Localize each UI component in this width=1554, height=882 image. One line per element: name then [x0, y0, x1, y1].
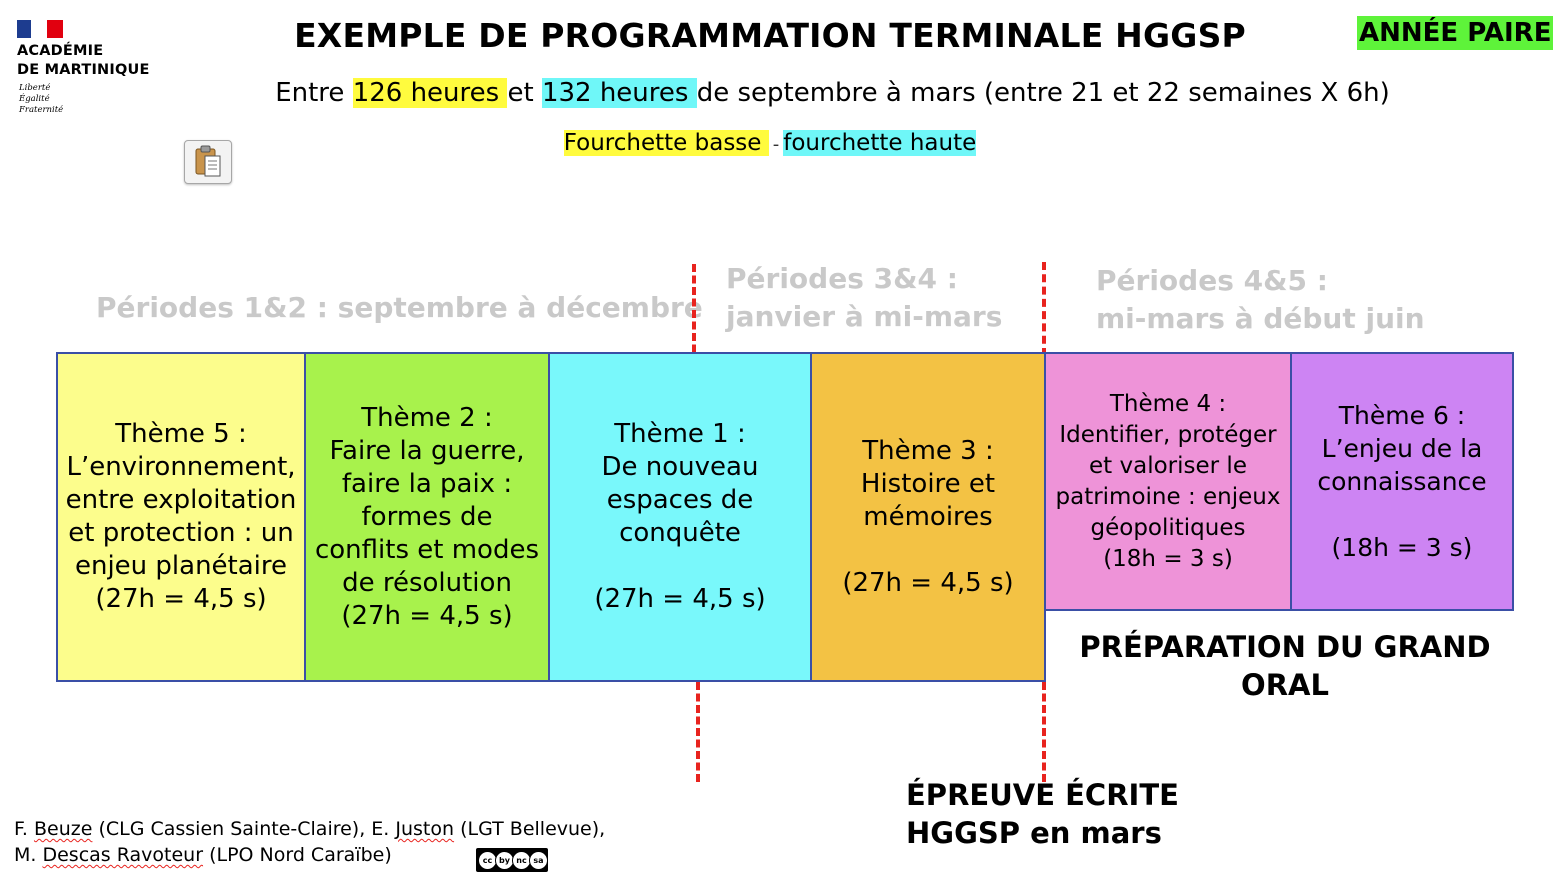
written-exam-line1: ÉPREUVE ÉCRITE	[906, 778, 1179, 812]
logo-name-line2: DE MARTINIQUE	[17, 62, 150, 78]
theme-line: de résolution	[342, 567, 512, 598]
theme-line: Histoire et	[860, 468, 996, 499]
theme-line: géopolitiques	[1090, 514, 1246, 541]
period-3-4-label	[726, 260, 1002, 336]
theme-1-box	[548, 352, 812, 682]
theme-line: Thème 2 :	[361, 402, 493, 433]
hours-before: Entre	[275, 78, 353, 108]
period-4-5-line1: Périodes 4&5 :	[1096, 264, 1328, 297]
grand-oral-line1: PRÉPARATION DU GRAND	[1079, 630, 1491, 664]
separator-dash-top-2	[1042, 262, 1046, 356]
grand-oral-label	[1045, 628, 1525, 704]
theme-line: (27h = 4,5 s)	[95, 584, 267, 614]
french-flag-icon	[17, 20, 63, 38]
period-4-5-label	[1096, 262, 1425, 338]
separator-dash-bottom-1	[696, 682, 700, 782]
separator-dash-top-1	[692, 264, 696, 364]
range-separator: -	[772, 134, 780, 155]
theme-line: (27h = 4,5 s)	[341, 600, 513, 631]
theme-line: formes de	[361, 501, 493, 532]
theme-line: et protection : un	[68, 518, 294, 548]
theme-5-box	[56, 352, 306, 682]
theme-line: L’environnement,	[66, 452, 296, 482]
theme-line: et valoriser le	[1089, 452, 1247, 479]
theme-line: Faire la guerre,	[329, 435, 525, 466]
theme-line: enjeu planétaire	[74, 551, 288, 581]
hours-middle: et	[507, 78, 542, 108]
theme-line: Thème 5 :	[115, 419, 247, 449]
author-descas-ravoteur: Descas Ravoteur	[42, 844, 204, 866]
range-legend	[180, 128, 1360, 160]
motto-liberte: Liberté	[19, 83, 51, 93]
theme-line: mémoires	[863, 501, 993, 532]
written-exam-line2: HGGSP en mars	[906, 816, 1162, 850]
hours-low: 126 heures	[352, 78, 508, 108]
theme-line: conflits et modes	[314, 534, 540, 565]
page-title: EXEMPLE DE PROGRAMMATION TERMINALE HGGSP	[294, 16, 1246, 55]
theme-6-box	[1290, 352, 1514, 611]
range-low-label: Fourchette basse	[563, 130, 769, 156]
theme-line: connaissance	[1317, 467, 1487, 496]
cc-by-icon: by	[495, 851, 514, 870]
clipboard-icon[interactable]	[184, 140, 232, 184]
theme-line: faire la paix :	[341, 468, 513, 499]
author-juston: Juston	[395, 818, 455, 840]
hours-summary	[180, 76, 1485, 110]
theme-line: patrimoine : enjeux	[1055, 483, 1281, 510]
written-exam-label	[906, 776, 1179, 852]
theme-line: (27h = 4,5 s)	[594, 584, 766, 614]
cc-license-icon	[476, 848, 548, 872]
theme-line: entre exploitation	[65, 485, 297, 515]
theme-line: Identifier, protéger	[1059, 421, 1277, 448]
logo-name-line1: ACADÉMIE	[17, 43, 104, 59]
theme-line: (18h = 3 s)	[1103, 545, 1233, 572]
theme-line: (27h = 4,5 s)	[842, 567, 1014, 598]
academy-logo	[17, 18, 187, 123]
theme-line: conquête	[619, 518, 741, 548]
cc-sa-icon: sa	[529, 851, 548, 870]
period-3-4-line1: Périodes 3&4 :	[726, 262, 958, 295]
theme-4-box	[1044, 352, 1292, 611]
period-1-2-label: Périodes 1&2 : septembre à décembre	[96, 291, 703, 324]
theme-line: Thème 4 :	[1109, 390, 1227, 417]
author-beuze: Beuze	[33, 818, 93, 840]
theme-line: L’enjeu de la	[1321, 434, 1483, 463]
hours-high: 132 heures	[541, 78, 697, 108]
cc-icon: cc	[478, 851, 497, 870]
grand-oral-line2: ORAL	[1241, 668, 1329, 702]
credit-text: (LPO Nord Caraïbe)	[203, 844, 392, 866]
credit-text: (CLG Cassien Sainte-Claire), E.	[92, 818, 396, 840]
theme-line: Thème 3 :	[862, 435, 994, 466]
theme-3-box	[810, 352, 1046, 682]
period-3-4-line2: janvier à mi-mars	[726, 300, 1003, 333]
credit-text: F.	[14, 818, 34, 840]
year-badge: ANNÉE PAIRE	[1359, 18, 1552, 48]
motto-egalite: Égalité	[19, 94, 50, 104]
period-4-5-line2: mi-mars à début juin	[1096, 302, 1425, 335]
credit-text: (LGT Bellevue),	[454, 818, 606, 840]
cc-nc-icon: nc	[512, 851, 531, 870]
theme-line: Thème 6 :	[1338, 401, 1466, 430]
hours-after: de septembre à mars (entre 21 et 22 semaines X 6h)	[696, 78, 1390, 108]
range-high-label: fourchette haute	[783, 130, 977, 156]
theme-line: Thème 1 :	[614, 419, 746, 449]
motto-fraternite: Fraternité	[19, 105, 64, 115]
theme-line: espaces de	[606, 485, 754, 515]
theme-line: (18h = 3 s)	[1331, 533, 1473, 562]
theme-line: De nouveau	[601, 452, 759, 482]
theme-2-box	[304, 352, 550, 682]
credits-line1	[14, 816, 605, 842]
credit-text: M.	[14, 844, 43, 866]
